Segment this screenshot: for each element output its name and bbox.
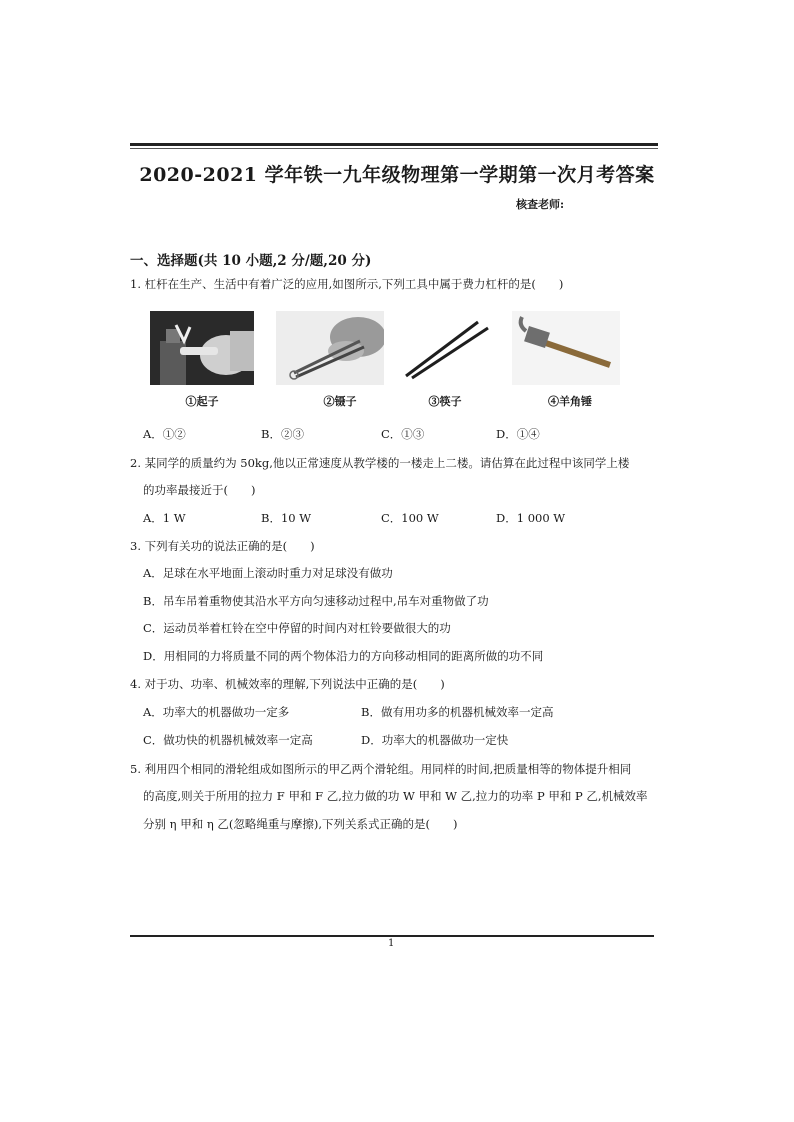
page-number: 1 — [388, 938, 395, 949]
q3-option-c: C．运动员举着杠铃在空中停留的时间内对杠铃要做很大的功 — [143, 621, 451, 635]
q4-option-a: A．功率大的机器做功一定多 — [143, 705, 290, 719]
q2-option-d: D．1 000 W — [496, 511, 566, 525]
claw-hammer-image — [512, 311, 620, 385]
caption-2: ②镊子 — [323, 395, 357, 408]
footer-rule — [130, 935, 654, 937]
q2-option-b: B．10 W — [261, 511, 312, 525]
q4-option-c: C．做功快的机器机械效率一定高 — [143, 733, 313, 747]
q4-stem: 4. 对于功、功率、机械效率的理解,下列说法中正确的是( ) — [130, 677, 445, 691]
q4-option-b: B．做有用功多的机器机械效率一定高 — [361, 705, 554, 719]
q5-stem-line3: 分别 η 甲和 η 乙(忽略绳重与摩擦),下列关系式正确的是( ) — [143, 817, 458, 831]
q4-option-d: D．功率大的机器做功一定快 — [361, 733, 509, 747]
caption-1: ①起子 — [185, 395, 219, 408]
q5-stem-line1: 5. 利用四个相同的滑轮组成如图所示的甲乙两个滑轮组。用同样的时间,把质量相等的物体提升相同 — [130, 762, 632, 776]
q2-stem-line2: 的功率最接近于( ) — [143, 483, 256, 497]
q1-option-d: D．①④ — [496, 427, 540, 441]
caption-4: ④羊角锤 — [548, 395, 592, 408]
tweezers-image — [276, 311, 384, 385]
q2-option-a: A．1 W — [143, 511, 186, 525]
q1-option-b: B．②③ — [261, 427, 304, 441]
q2-option-c: C．100 W — [381, 511, 439, 525]
q5-stem-line2: 的高度,则关于所用的拉力 F 甲和 F 乙,拉力做的功 W 甲和 W 乙,拉力的功率 P 甲和 P 乙,机械效率 — [143, 789, 648, 803]
caption-3: ③筷子 — [428, 395, 462, 408]
q3-option-b: B．吊车吊着重物使其沿水平方向匀速移动过程中,吊车对重物做了功 — [143, 594, 489, 608]
chopsticks-image — [402, 318, 492, 380]
checker-label: 核查老师: — [516, 198, 565, 211]
q3-option-a: A．足球在水平地面上滚动时重力对足球没有做功 — [143, 566, 393, 580]
top-rule-thin — [130, 148, 658, 149]
q3-stem: 3. 下列有关功的说法正确的是( ) — [130, 539, 315, 553]
top-rule — [130, 143, 658, 146]
page-title: 2020-2021 学年铁一九年级物理第一学期第一次月考答案 — [139, 164, 655, 186]
q3-option-d: D．用相同的力将质量不同的两个物体沿力的方向移动相同的距离所做的功不同 — [143, 649, 544, 663]
bottle-opener-image — [150, 311, 254, 385]
q1-option-c: C．①③ — [381, 427, 425, 441]
q1-stem: 1. 杠杆在生产、生活中有着广泛的应用,如图所示,下列工具中属于费力杠杆的是( ) — [130, 277, 564, 291]
section-heading: 一、选择题(共 10 小题,2 分/题,20 分) — [130, 253, 372, 269]
q1-option-a: A．①② — [143, 427, 186, 441]
q2-stem-line1: 2. 某同学的质量约为 50kg,他以正常速度从教学楼的一楼走上二楼。请估算在此过程中该同学上楼 — [130, 456, 630, 470]
